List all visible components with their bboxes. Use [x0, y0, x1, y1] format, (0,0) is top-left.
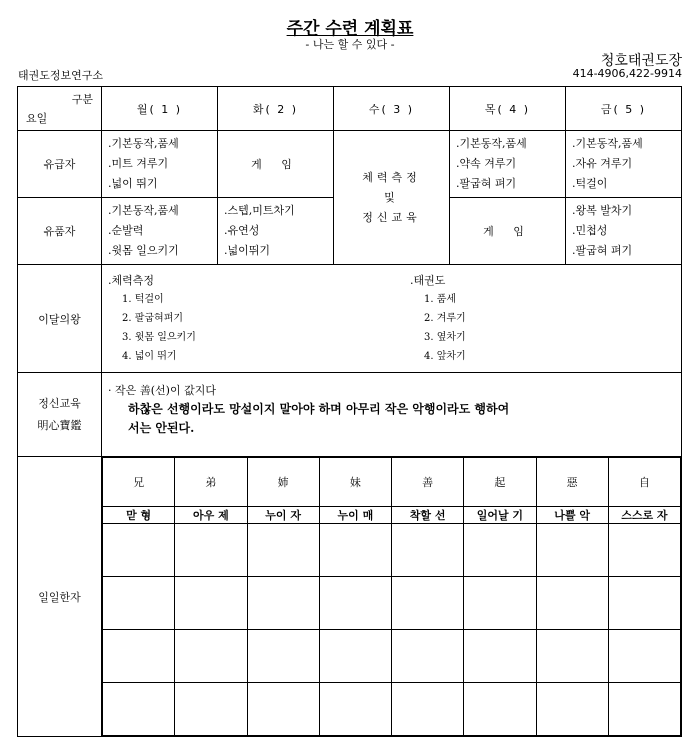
- practice-box[interactable]: [536, 683, 608, 736]
- monthly-goal-cell: [102, 265, 682, 373]
- page-title: 주간 수련 계획표: [286, 19, 414, 39]
- mental-label-hanja: 明心寶鑑: [37, 418, 82, 432]
- taekwondo-goal-item: 1. 품세: [424, 294, 457, 305]
- schedule-item: .턱걸이: [572, 177, 608, 190]
- mental-label-korean: 정신교육: [38, 396, 81, 410]
- practice-box[interactable]: [536, 524, 608, 577]
- hanja-cell: [102, 457, 682, 737]
- schedule-item: .민첩성: [572, 224, 608, 237]
- practice-box[interactable]: [103, 683, 175, 736]
- practice-box[interactable]: [247, 683, 319, 736]
- corner-cell: [18, 87, 102, 131]
- tue-black-cell: [218, 198, 334, 265]
- practice-row: [103, 630, 681, 683]
- mental-education-row: [18, 373, 682, 457]
- taekwondo-goal-item: 4. 앞차기: [424, 351, 466, 362]
- hanja-meaning: 스스로 자: [608, 507, 680, 524]
- schedule-item: .자유 겨루기: [572, 157, 633, 170]
- corner-label-category: 구분: [71, 93, 93, 106]
- fitness-goal-item: 1. 턱걸이: [122, 294, 164, 305]
- colored-belt-row: [18, 131, 682, 198]
- mental-heading: · 작은 善(선)이 값지다: [108, 384, 216, 397]
- schedule-item: .넓이 뛰기: [108, 177, 158, 190]
- thu-colored-cell: [450, 131, 566, 198]
- practice-box[interactable]: [464, 683, 536, 736]
- tue-colored-cell: 게 임: [218, 131, 334, 198]
- schedule-item: .기본동작,품세: [108, 137, 179, 150]
- dojang-name: 청호태권도장: [600, 53, 682, 69]
- practice-row: [103, 577, 681, 630]
- hanja-char: 弟: [175, 458, 247, 507]
- fitness-goal-item: 2. 팔굽혀펴기: [122, 313, 184, 324]
- practice-box[interactable]: [608, 577, 680, 630]
- practice-box[interactable]: [103, 577, 175, 630]
- mental-body-line: 서는 안된다.: [128, 421, 195, 435]
- practice-box[interactable]: [319, 683, 391, 736]
- fitness-goal-item: 3. 윗몸 일으키기: [122, 332, 196, 343]
- hanja-char: 善: [392, 458, 464, 507]
- fitness-goal-item: 4. 넓이 뛰기: [122, 351, 177, 362]
- wed-line-2: 및: [384, 190, 399, 204]
- hanja-meaning: 착할 선: [392, 507, 464, 524]
- fitness-goal-list: [108, 271, 196, 366]
- mental-education-cell: [102, 373, 682, 457]
- practice-box[interactable]: [175, 524, 247, 577]
- day-monday: 월( 1 ): [102, 87, 218, 131]
- hanja-meaning-row: [103, 507, 681, 524]
- row-label-colored-belt: 유급자: [18, 131, 102, 198]
- practice-box[interactable]: [464, 524, 536, 577]
- schedule-item: .왕복 발차기: [572, 204, 633, 217]
- row-label-mental-education: [18, 373, 102, 457]
- hanja-char-row: [103, 458, 681, 507]
- practice-box[interactable]: [536, 630, 608, 683]
- practice-box[interactable]: [319, 577, 391, 630]
- fri-black-cell: [566, 198, 682, 265]
- practice-box[interactable]: [608, 683, 680, 736]
- hanja-char: 起: [464, 458, 536, 507]
- practice-row: [103, 524, 681, 577]
- corner-label-day: 요일: [26, 112, 48, 125]
- practice-box[interactable]: [464, 630, 536, 683]
- monthly-goal-row: [18, 265, 682, 373]
- schedule-item: .유연성: [224, 224, 260, 237]
- hanja-char: 惡: [536, 458, 608, 507]
- practice-box[interactable]: [319, 630, 391, 683]
- wed-fitness-cell: [334, 131, 450, 265]
- schedule-item: .팔굽혀 펴기: [572, 244, 633, 257]
- weekly-plan-table: [17, 86, 682, 737]
- practice-box[interactable]: [247, 630, 319, 683]
- taekwondo-goal-title: .태권도: [410, 274, 446, 287]
- page-subtitle: - 나는 할 수 있다 -: [305, 38, 395, 51]
- practice-box[interactable]: [536, 577, 608, 630]
- mon-black-cell: [102, 198, 218, 265]
- schedule-item: .기본동작,품세: [108, 204, 179, 217]
- practice-box[interactable]: [608, 524, 680, 577]
- hanja-char: 兄: [103, 458, 175, 507]
- practice-box[interactable]: [392, 630, 464, 683]
- schedule-item: .팔굽혀 펴기: [456, 177, 517, 190]
- wed-line-3: 정신교육: [362, 210, 421, 224]
- practice-box[interactable]: [103, 630, 175, 683]
- schedule-item: .기본동작,품세: [456, 137, 527, 150]
- practice-box[interactable]: [392, 683, 464, 736]
- daily-hanja-row: [18, 457, 682, 737]
- day-thursday: 목( 4 ): [450, 87, 566, 131]
- practice-box[interactable]: [464, 577, 536, 630]
- schedule-item: .약속 겨루기: [456, 157, 517, 170]
- schedule-item: .스텝,미트차기: [224, 204, 295, 217]
- day-friday: 금( 5 ): [566, 87, 682, 131]
- practice-box[interactable]: [247, 577, 319, 630]
- hanja-meaning: 일어날 기: [464, 507, 536, 524]
- practice-box[interactable]: [175, 683, 247, 736]
- hanja-meaning: 누이 자: [247, 507, 319, 524]
- taekwondo-goal-item: 3. 옆차기: [424, 332, 466, 343]
- wed-line-1: 체력측정: [362, 170, 421, 184]
- day-header-row: [18, 87, 682, 131]
- schedule-item: .윗몸 일으키기: [108, 244, 179, 257]
- day-wednesday: 수( 3 ): [334, 87, 450, 131]
- row-label-monthly-goal: 이달의왕: [18, 265, 102, 373]
- schedule-item: .넓이뛰기: [224, 244, 271, 257]
- hanja-char: 自: [608, 458, 680, 507]
- practice-box[interactable]: [103, 524, 175, 577]
- mon-colored-cell: [102, 131, 218, 198]
- hanja-char: 姉: [247, 458, 319, 507]
- hanja-meaning: 누이 매: [319, 507, 391, 524]
- practice-row: [103, 683, 681, 736]
- hanja-char: 妹: [319, 458, 391, 507]
- phone-number: 414-4906,422-9914: [572, 67, 682, 80]
- fri-colored-cell: [566, 131, 682, 198]
- practice-box[interactable]: [175, 630, 247, 683]
- mental-body-line: 하찮은 선행이라도 망설이지 말아야 하며 아무리 작은 악행이라도 행하여: [128, 402, 510, 416]
- fitness-goal-title: .체력측정: [108, 274, 155, 287]
- row-label-daily-hanja: 일일한자: [18, 457, 102, 737]
- practice-box[interactable]: [247, 524, 319, 577]
- practice-box[interactable]: [392, 524, 464, 577]
- institute-name: 태권도정보연구소: [18, 69, 104, 82]
- practice-box[interactable]: [608, 630, 680, 683]
- row-label-black-belt: 유품자: [18, 198, 102, 265]
- taekwondo-goal-list: [410, 271, 466, 366]
- schedule-item: .순발력: [108, 224, 144, 237]
- taekwondo-goal-item: 2. 겨루기: [424, 313, 466, 324]
- day-tuesday: 화( 2 ): [218, 87, 334, 131]
- hanja-meaning: 맏 형: [103, 507, 175, 524]
- hanja-grid: [102, 457, 681, 736]
- hanja-meaning: 아우 제: [175, 507, 247, 524]
- thu-black-cell: 게 임: [450, 198, 566, 265]
- practice-box[interactable]: [175, 577, 247, 630]
- schedule-item: .기본동작,품세: [572, 137, 643, 150]
- practice-box[interactable]: [319, 524, 391, 577]
- hanja-meaning: 나쁠 악: [536, 507, 608, 524]
- practice-box[interactable]: [392, 577, 464, 630]
- schedule-item: .미트 겨루기: [108, 157, 169, 170]
